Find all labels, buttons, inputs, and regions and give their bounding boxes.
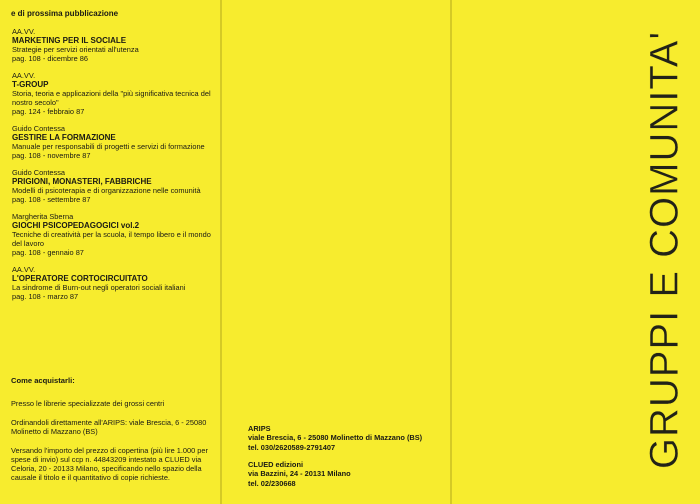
book-list <box>12 27 217 309</box>
middle-panel <box>222 0 452 504</box>
book-author: AA.VV. <box>12 27 36 36</box>
book-meta: pag. 108 - dicembre 86 <box>12 54 89 63</box>
book-meta: pag. 124 - febbraio 87 <box>12 107 85 116</box>
book-author: Guido Contessa <box>12 124 65 133</box>
book-item <box>12 168 217 204</box>
book-description: Manuale per responsabili di progetti e servizi di formazione <box>12 142 205 151</box>
how-to-buy-bookshops: Presso le librerie specializzate dei grossi centri <box>11 399 165 408</box>
book-author: AA.VV. <box>12 265 36 274</box>
clued-phone: tel. 02/230668 <box>248 478 296 488</box>
book-item <box>12 27 217 63</box>
book-description: La sindrome di Burn-out negli operatori sociali italiani <box>12 283 186 292</box>
book-item <box>12 212 217 257</box>
book-description: Tecniche di creatività per la scuola, il tempo libero e il mondo del lavoro <box>12 230 211 248</box>
book-title: PRIGIONI, MONASTERI, FABBRICHE <box>12 177 152 186</box>
book-title: T-GROUP <box>12 80 49 89</box>
clued-address <box>248 460 448 488</box>
book-title: GIOCHI PSICOPEDAGOGICI vol.2 <box>12 221 140 230</box>
left-panel <box>0 0 220 504</box>
arips-name: ARIPS <box>248 424 271 433</box>
book-description: Storia, teoria e applicazioni della "più significativa tecnica del nostro secolo" <box>12 89 211 107</box>
book-item <box>12 265 217 301</box>
clued-street: via Bazzini, 24 - 20131 Milano <box>248 469 351 479</box>
book-title: GESTIRE LA FORMAZIONE <box>12 133 116 142</box>
show-through-texture <box>252 40 422 100</box>
arips-phone: tel. 030/2620589-2791407 <box>248 442 336 452</box>
book-meta: pag. 108 - gennaio 87 <box>12 248 84 257</box>
book-description: Modelli di psicoterapia e di organizzazione nelle comunità <box>12 186 201 195</box>
clued-name: CLUED edizioni <box>248 460 304 469</box>
book-meta: pag. 108 - marzo 87 <box>12 292 79 301</box>
how-to-buy <box>11 376 217 492</box>
book-author: Margherita Sberna <box>12 212 74 221</box>
section-heading: e di prossima pubblicazione <box>11 9 119 18</box>
book-meta: pag. 108 - novembre 87 <box>12 151 91 160</box>
arips-street: viale Brescia, 6 - 25080 Molinetto di Mazzano (BS) <box>248 433 423 443</box>
how-to-buy-direct-order: Ordinandoli direttamente all'ARIPS: viale Brescia, 6 - 25080 Molinetto di Mazzano (BS) <box>11 418 207 436</box>
book-item <box>12 124 217 160</box>
how-to-buy-postal-payment: Versando l'importo del prezzo di copertina (più lire 1.000 per spese di invio) sul ccp n. 44843209 intestato a CLUED via Celoria, 20 - 20133 Milano, specificando nello spazio della causale il titolo e il quantitativo di copie richieste. <box>11 446 208 482</box>
book-meta: pag. 108 - settembre 87 <box>12 195 91 204</box>
book-author: Guido Contessa <box>12 168 65 177</box>
book-description: Strategie per servizi orientati all'utenza <box>12 45 139 54</box>
book-author: AA.VV. <box>12 71 36 80</box>
how-to-buy-heading: Come acquistarli: <box>11 376 75 385</box>
book-title: L'OPERATORE CORTOCIRCUITATO <box>12 274 148 283</box>
book-title: MARKETING PER IL SOCIALE <box>12 36 127 45</box>
arips-address <box>248 424 448 452</box>
cover-title: GRUPPI E COMUNITA' <box>642 30 687 470</box>
book-item <box>12 71 217 116</box>
